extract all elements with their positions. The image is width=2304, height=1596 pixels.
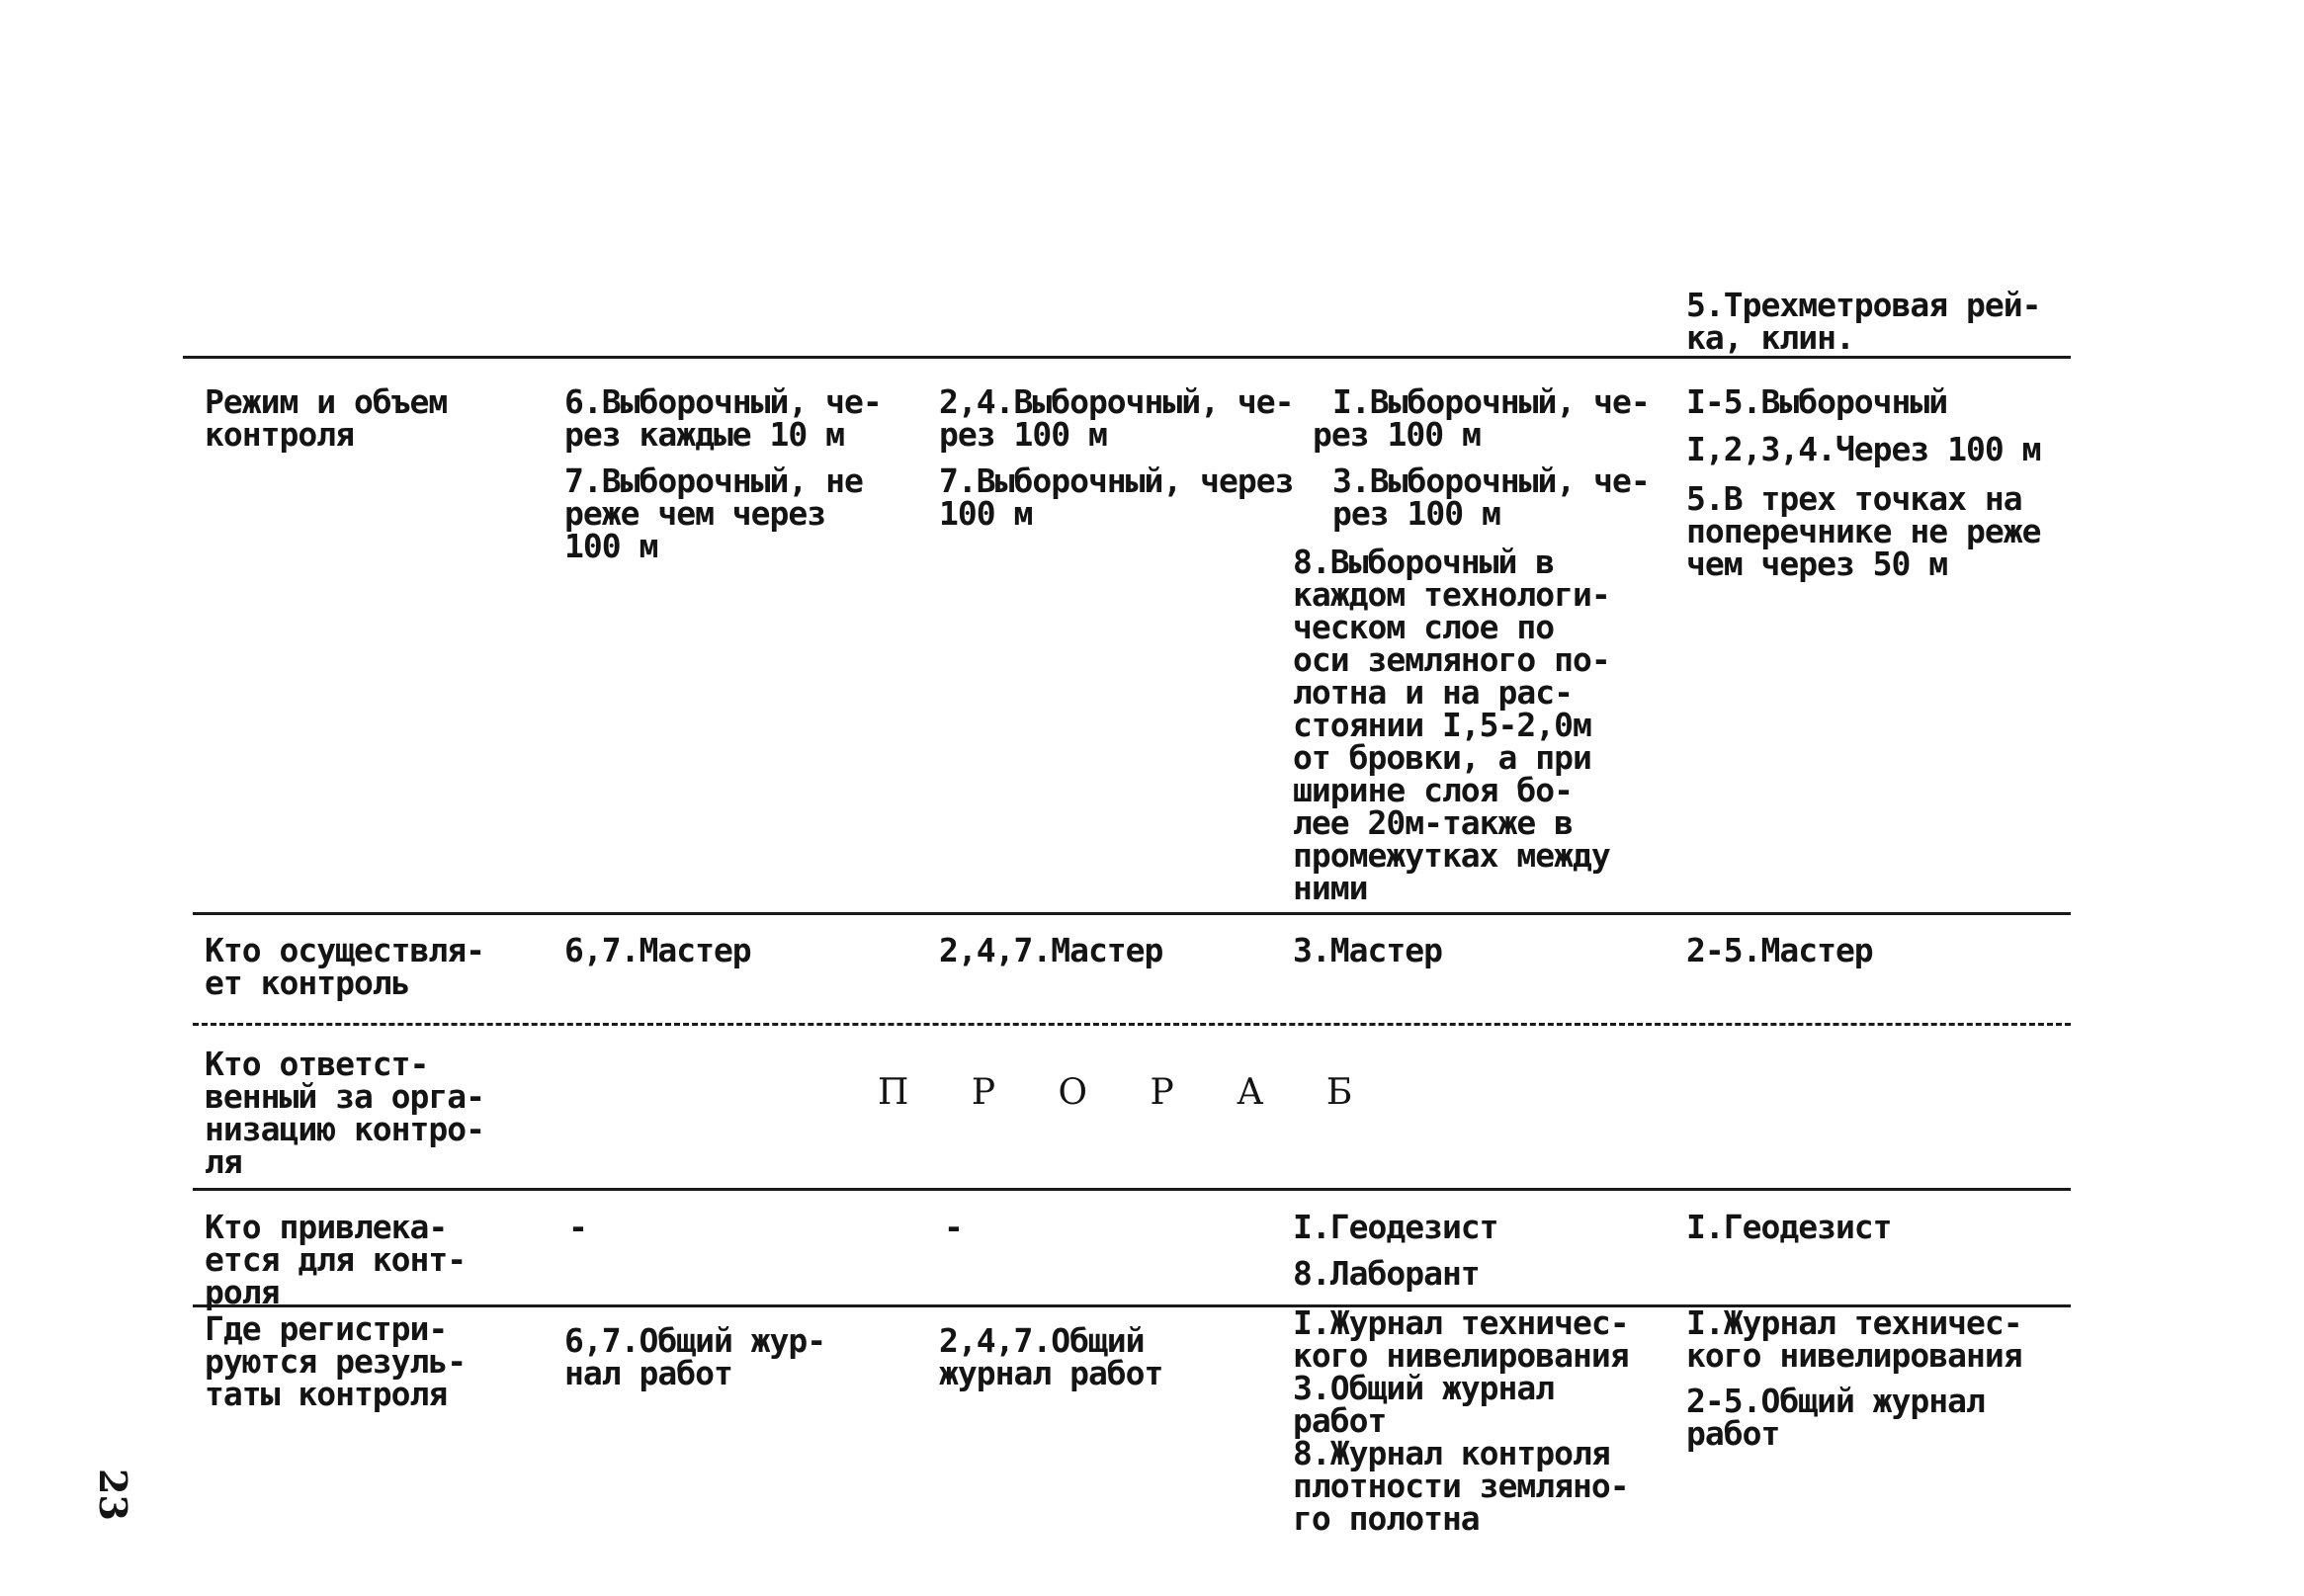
cell-line: лее 20м-также в [1293, 803, 1574, 842]
cell-line: I.Выборочный, че- [1332, 382, 1650, 421]
cell-line: 2-5.Общий журнал [1686, 1382, 1985, 1420]
cell-value: 2-5.Мастер [1686, 931, 1873, 969]
cell-line: I.Журнал техничес- [1293, 1303, 1629, 1342]
row-label-line: ля [205, 1142, 242, 1181]
row-label-line: Где регистри- [205, 1309, 448, 1348]
cell-line: рез 100 м [939, 415, 1107, 454]
cell-line: 3.Выборочный, че- [1332, 462, 1650, 500]
cell-line: рез 100 м [1313, 415, 1481, 454]
cell-value: 3.Мастер [1293, 931, 1442, 969]
top-right-line-1: 5.Трехметровая рей- [1686, 286, 2041, 324]
cell-line: 6,7.Общий жур- [564, 1321, 826, 1360]
row-label-line: ется для конт- [205, 1240, 467, 1279]
cell-line: 8.Журнал контроля [1293, 1434, 1610, 1472]
cell-line: плотности земляно- [1293, 1467, 1629, 1505]
row-label-line: ет контроль [205, 964, 410, 1002]
cell-value: - [944, 1208, 963, 1246]
page-number: 23 [90, 1469, 135, 1521]
cell-line: поперечнике не реже [1686, 512, 2041, 550]
row-label-line: таты контроля [205, 1375, 448, 1413]
cell-value: I.Геодезист [1686, 1208, 1892, 1246]
cell-line: от бровки, а при [1293, 738, 1591, 777]
cell-line: ними [1293, 869, 1368, 907]
row-label-line: Кто ответст- [205, 1045, 429, 1083]
responsible-value: П Р О Р А Б [878, 1072, 1379, 1113]
cell-line: 100 м [939, 494, 1033, 533]
row-label-line: Кто привлека- [205, 1208, 448, 1246]
cell-line: работ [1293, 1401, 1387, 1440]
cell-value: - [568, 1208, 587, 1246]
row-label-line: контроля [205, 415, 354, 454]
table-rule-4 [193, 1188, 2071, 1191]
cell-line: I-5.Выборочный [1686, 382, 1948, 421]
cell-line: I,2,3,4.Через 100 м [1686, 430, 2041, 468]
cell-line: 2,4,7.Общий [939, 1321, 1145, 1360]
row-label-line: венный за орга- [205, 1077, 485, 1116]
table-rule-top [183, 356, 2071, 359]
cell-line: рез каждые 10 м [564, 415, 845, 454]
cell-line: чем через 50 м [1686, 545, 1948, 583]
cell-line: журнал работ [939, 1354, 1163, 1392]
cell-line: стоянии I,5-2,0м [1293, 706, 1591, 744]
cell-line: 100 м [564, 527, 658, 565]
cell-line: работ [1686, 1414, 1780, 1453]
row-label-line: низацию контро- [205, 1110, 485, 1148]
cell-line: ширине слоя бо- [1293, 771, 1574, 809]
cell-line: оси земляного по- [1293, 640, 1610, 679]
cell-line: каждом технологи- [1293, 575, 1610, 614]
cell-line: кого нивелирования [1686, 1336, 2022, 1375]
cell-line: I.Геодезист [1293, 1208, 1498, 1246]
table-rule-3 [193, 1023, 2071, 1026]
cell-line: 6.Выборочный, че- [564, 382, 882, 421]
cell-line: реже чем через [564, 494, 826, 533]
cell-value: 6,7.Мастер [564, 931, 751, 969]
top-right-line-2: ка, клин. [1686, 318, 1854, 357]
table-rule-2 [193, 912, 2071, 915]
cell-line: кого нивелирования [1293, 1336, 1629, 1375]
row-label-line: руются резуль- [205, 1342, 467, 1381]
cell-line: 3.Общий журнал [1293, 1369, 1555, 1407]
cell-line: 7.Выборочный, через [939, 462, 1294, 500]
cell-line: нал работ [564, 1354, 732, 1392]
cell-line: 2,4.Выборочный, че- [939, 382, 1294, 421]
cell-line: ческом слое по [1293, 608, 1555, 646]
cell-line: 5.В трех точках на [1686, 479, 2022, 518]
cell-line: лотна и на рас- [1293, 673, 1574, 712]
cell-value: 2,4,7.Мастер [939, 931, 1163, 969]
row-label-line: роля [205, 1273, 280, 1311]
cell-line: промежутках между [1293, 836, 1610, 875]
cell-line: 7.Выборочный, не [564, 462, 863, 500]
cell-line: I.Журнал техничес- [1686, 1303, 2022, 1342]
cell-line: го полотна [1293, 1499, 1480, 1538]
cell-line: рез 100 м [1332, 494, 1500, 533]
cell-line: 8.Выборочный в [1293, 543, 1555, 581]
cell-line: 8.Лаборант [1293, 1254, 1480, 1293]
row-label-line: Режим и объем [205, 382, 448, 421]
row-label-line: Кто осуществля- [205, 931, 485, 969]
